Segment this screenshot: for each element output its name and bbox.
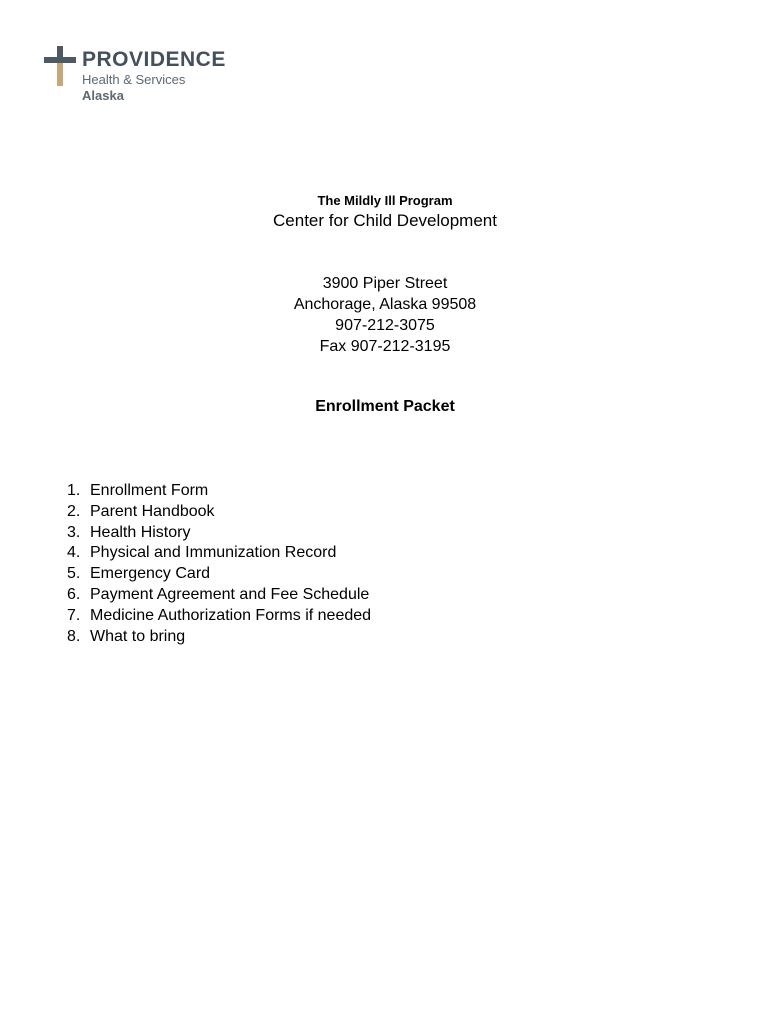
providence-logo [44,46,244,108]
cross-icon [44,46,76,86]
list-item-number: 3. [67,523,81,541]
packet-contents-list [67,482,371,648]
list-item [67,503,371,524]
logo-subtitle: Health & Services [82,72,186,87]
list-item-number: 7. [67,606,81,624]
list-item [67,586,371,607]
list-item-number: 1. [67,482,81,499]
list-item-label: Health History [90,523,191,541]
logo-region: Alaska [82,88,124,103]
list-item-label: Enrollment Form [90,482,209,499]
program-title: The Mildly Ill Program [317,193,453,208]
list-item-number: 8. [67,627,81,645]
list-item-number: 6. [67,585,81,603]
phone-number: 907-212-3075 [335,317,435,334]
street-address: 3900 Piper Street [322,275,448,292]
list-item [67,607,371,628]
list-item-number: 2. [67,502,81,520]
packet-title: Enrollment Packet [315,398,455,415]
list-item [67,524,371,545]
address-block [0,275,770,359]
fax-number: Fax 907-212-3195 [319,338,451,355]
list-item [67,544,371,565]
city-state-zip: Anchorage, Alaska 99508 [293,296,477,313]
center-name: Center for Child Development [273,211,497,230]
list-item [67,482,371,503]
list-item-number: 4. [67,544,81,562]
list-item-label: Medicine Authorization Forms if needed [90,606,372,624]
list-item-label: Emergency Card [90,565,211,583]
list-item-label: Payment Agreement and Fee Schedule [90,585,370,603]
list-item-number: 5. [67,565,81,583]
list-item [67,628,371,649]
list-item-label: Parent Handbook [90,502,215,520]
list-item [67,565,371,586]
list-item-label: What to bring [90,627,186,645]
list-item-label: Physical and Immunization Record [90,544,337,562]
logo-name: PROVIDENCE [82,48,226,71]
